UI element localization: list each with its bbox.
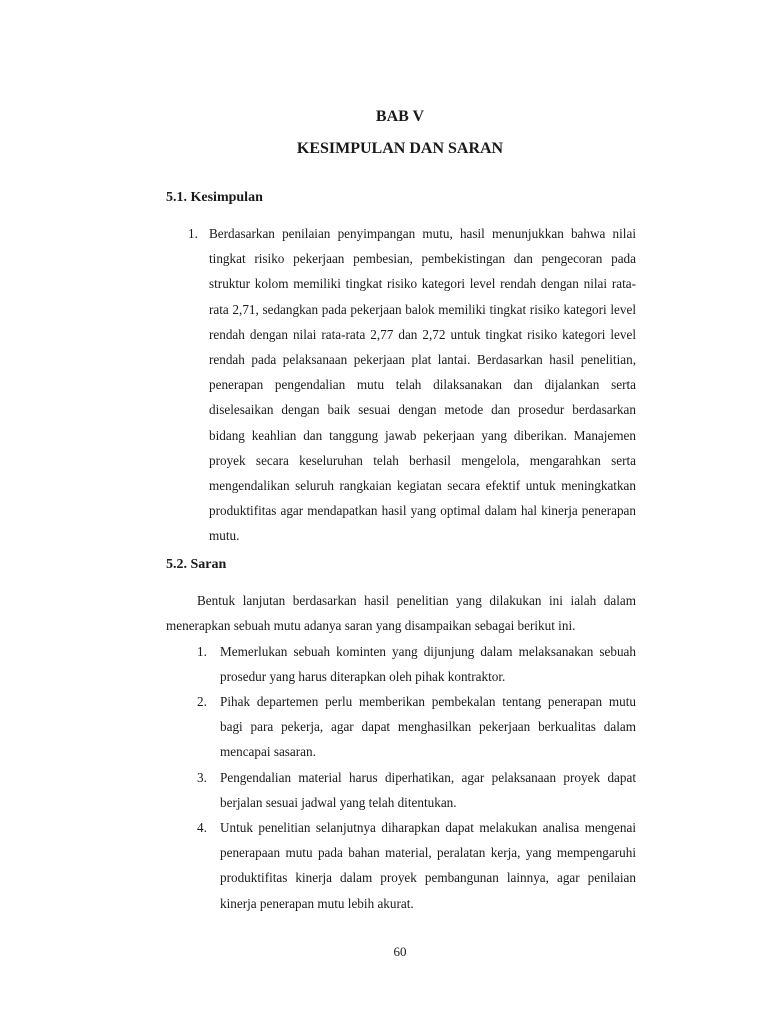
item-number: 1. [188, 226, 198, 241]
kesimpulan-item [166, 221, 636, 549]
item-number: 1. [197, 644, 207, 659]
item-number: 4. [197, 820, 207, 835]
section-heading-saran: 5.2. Saran [166, 557, 227, 572]
saran-item [166, 689, 636, 765]
chapter-title: KESIMPULAN DAN SARAN [296, 140, 504, 157]
saran-intro-paragraph: Bentuk lanjutan berdasarkan hasil penelitian yang dilakukan ini ialah dalam menerapkan sebuah mutu adanya saran yang disampaikan sebagai berikut ini. [166, 593, 636, 634]
chapter-number: BAB V [375, 108, 425, 125]
saran-item [166, 765, 636, 815]
page-number: 60 [393, 944, 407, 959]
section-heading-kesimpulan: 5.1. Kesimpulan [166, 190, 263, 205]
item-text: Pihak departemen perlu memberikan pembekalan tentang penerapan mutu bagi para pekerja, agar dapat menghasilkan pekerjaan berkualitas dalam mencapai sasaran. [220, 694, 636, 760]
item-text: Memerlukan sebuah kominten yang dijunjung dalam melaksanakan sebuah prosedur yang harus diterapkan oleh pihak kontraktor. [220, 644, 636, 685]
saran-item [166, 815, 636, 916]
item-text: Pengendalian material harus diperhatikan, agar pelaksanaan proyek dapat berjalan sesuai jadwal yang telah ditentukan. [220, 770, 636, 811]
saran-item [166, 639, 636, 689]
item-number: 3. [197, 770, 207, 785]
item-number: 2. [197, 694, 207, 709]
item-text: Untuk penelitian selanjutnya diharapkan dapat melakukan analisa mengenai penerapaan mutu pada bahan material, peralatan kerja, yang mempengaruhi produktifitas kinerja dalam proyek pembangunan lainnya, agar penilaian kinerja penerapan mutu lebih akurat. [220, 820, 636, 911]
item-text: Berdasarkan penilaian penyimpangan mutu, hasil menunjukkan bahwa nilai tingkat risiko pekerjaan pembesian, pembekistingan dan pengecoran pada struktur kolom memiliki tingkat risiko kategori level rendah dengan nilai rata-rata 2,71, sedangkan pada pekerjaan balok memiliki tingkat risiko kategori level rendah dengan nilai rata-rata 2,77 dan 2,72 untuk tingkat risiko kategori level rendah pada pelaksanaan pekerjaan plat lantai. Berdasarkan hasil penelitian, penerapan pengendalian mutu telah dilaksanakan dan dijalankan serta diselesaikan dengan baik sesuai dengan metode dan prosedur berdasarkan bidang keahlian dan tanggung jawab pekerjaan yang diberikan. Manajemen proyek secara keseluruhan telah berhasil mengelola, mengarahkan serta mengendalikan seluruh rangkaian kegiatan secara efektif untuk meningkatkan produktifitas agar mendapatkan hasil yang optimal dalam hal kinerja penerapan mutu. [209, 226, 636, 544]
